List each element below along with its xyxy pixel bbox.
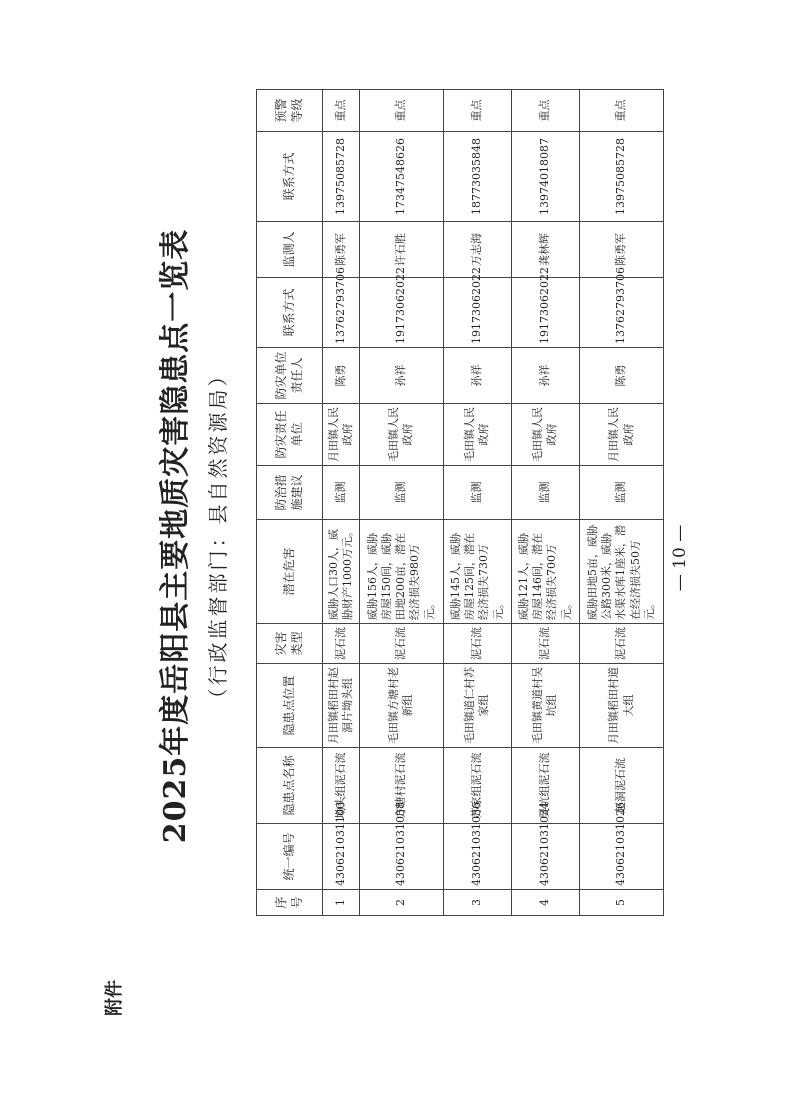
header-cell: 防灾单位责任人 — [257, 348, 323, 404]
cell-location: 月田镇稻田村赵洞片坳头组 — [323, 664, 360, 748]
page-number: — 10 — — [670, 524, 690, 592]
cell-level: 重点 — [580, 90, 664, 132]
cell-unit: 毛田镇人民政府 — [359, 404, 443, 466]
header-cell: 灾害类型 — [257, 624, 323, 664]
cell-unit: 月田镇人民政府 — [580, 404, 664, 466]
cell-level: 重点 — [323, 90, 360, 132]
cell-monitor: 许石胜 — [359, 222, 443, 278]
cell-phone: 19173062022 — [443, 278, 511, 348]
cell-name: 赵洞泥石流 — [580, 748, 664, 824]
cell-phone: 13762793706 — [323, 278, 360, 348]
table-row — [323, 90, 360, 916]
cell-monitor: 陈勇军 — [580, 222, 664, 278]
cell-monitor: 龚林辉 — [511, 222, 579, 278]
cell-name: 吴坑组泥石流 — [511, 748, 579, 824]
cell-monitor: 万志海 — [443, 222, 511, 278]
cell-type: 泥石流 — [511, 624, 579, 664]
cell-phone: 19173062022 — [359, 278, 443, 348]
cell-measure: 监测 — [511, 466, 579, 520]
cell-monitor-phone: 18773035848 — [443, 132, 511, 222]
cell-hazard: 威胁145人，威胁房屋125间，潜在经济损失730万元。 — [443, 520, 511, 624]
cell-hazard: 威胁田地5亩，威胁公路300米，威胁水渠水库1座米，潜在经济损失50万元。 — [580, 520, 664, 624]
cell-measure: 监测 — [443, 466, 511, 520]
cell-responsible: 孙祥 — [511, 348, 579, 404]
cell-unit: 毛田镇人民政府 — [443, 404, 511, 466]
cell-type: 泥石流 — [580, 624, 664, 664]
header-cell: 联系方式 — [257, 132, 323, 222]
cell-code: 430621031036 — [443, 824, 511, 890]
header-cell: 序号 — [257, 890, 323, 916]
cell-monitor-phone: 17347548626 — [359, 132, 443, 222]
cell-phone: 19173062022 — [511, 278, 579, 348]
cell-unit: 月田镇人民政府 — [323, 404, 360, 466]
cell-phone: 13762793706 — [580, 278, 664, 348]
cell-index: 4 — [511, 890, 579, 916]
header-cell: 潜在危害 — [257, 520, 323, 624]
table-row — [580, 90, 664, 916]
hazard-table — [256, 89, 664, 916]
cell-level: 重点 — [443, 90, 511, 132]
header-cell: 防灾责任单位 — [257, 404, 323, 466]
cell-responsible: 陈勇 — [580, 348, 664, 404]
header-cell: 联系方式 — [257, 278, 323, 348]
cell-hazard: 威胁156人，威胁房屋150间，威胁田地200亩，潜在经济损失980万元。 — [359, 520, 443, 624]
cell-index: 3 — [443, 890, 511, 916]
cell-location: 毛田镇黄道村吴坑组 — [511, 664, 579, 748]
header-cell: 隐患点位置 — [257, 664, 323, 748]
header-cell: 预警等级 — [257, 90, 323, 132]
header-cell: 防治措施建议 — [257, 466, 323, 520]
cell-responsible: 陈勇 — [323, 348, 360, 404]
cell-name: 方塘村泥石流 — [359, 748, 443, 824]
table-row — [443, 90, 511, 916]
cell-measure: 监测 — [359, 466, 443, 520]
header-cell: 统一编号 — [257, 824, 323, 890]
header-cell: 隐患点名称 — [257, 748, 323, 824]
cell-measure: 监测 — [580, 466, 664, 520]
cell-location: 毛田镇方塘村老新组 — [359, 664, 443, 748]
table-row — [511, 90, 579, 916]
cell-type: 泥石流 — [359, 624, 443, 664]
cell-location: 月田镇稻田村道大组 — [580, 664, 664, 748]
cell-name: 坳头组泥石流 — [323, 748, 360, 824]
cell-measure: 监测 — [323, 466, 360, 520]
cell-monitor-phone: 13974018087 — [511, 132, 579, 222]
attachment-label: 附件 — [104, 980, 125, 1016]
page-subtitle: （行政监督部门：县自然资源局） — [206, 363, 230, 709]
cell-monitor-phone: 13975085728 — [323, 132, 360, 222]
cell-responsible: 孙祥 — [359, 348, 443, 404]
page-title: 2025年度岳阳县主要地质灾害隐患点一览表 — [158, 228, 193, 844]
cell-unit: 毛田镇人民政府 — [511, 404, 579, 466]
cell-code: 430621031038 — [359, 824, 443, 890]
cell-index: 1 — [323, 890, 360, 916]
cell-level: 重点 — [359, 90, 443, 132]
cell-name: 苏家组泥石流 — [443, 748, 511, 824]
cell-type: 泥石流 — [323, 624, 360, 664]
cell-location: 毛田镇道仁村苏家组 — [443, 664, 511, 748]
cell-type: 泥石流 — [443, 624, 511, 664]
cell-monitor-phone: 13975085728 — [580, 132, 664, 222]
header-cell: 监测人 — [257, 222, 323, 278]
cell-code: 430621031034 — [511, 824, 579, 890]
table-row — [359, 90, 443, 916]
cell-hazard: 威胁121人，威胁房屋146间，潜在经济损失700万元。 — [511, 520, 579, 624]
cell-monitor: 陈勇军 — [323, 222, 360, 278]
cell-responsible: 孙祥 — [443, 348, 511, 404]
cell-level: 重点 — [511, 90, 579, 132]
cell-hazard: 威胁人口30人，威胁财产1000万元。 — [323, 520, 360, 624]
cell-index: 2 — [359, 890, 443, 916]
cell-index: 5 — [580, 890, 664, 916]
cell-code: 430621031100 — [323, 824, 360, 890]
table-header-row — [257, 90, 323, 916]
cell-code: 430621031026 — [580, 824, 664, 890]
